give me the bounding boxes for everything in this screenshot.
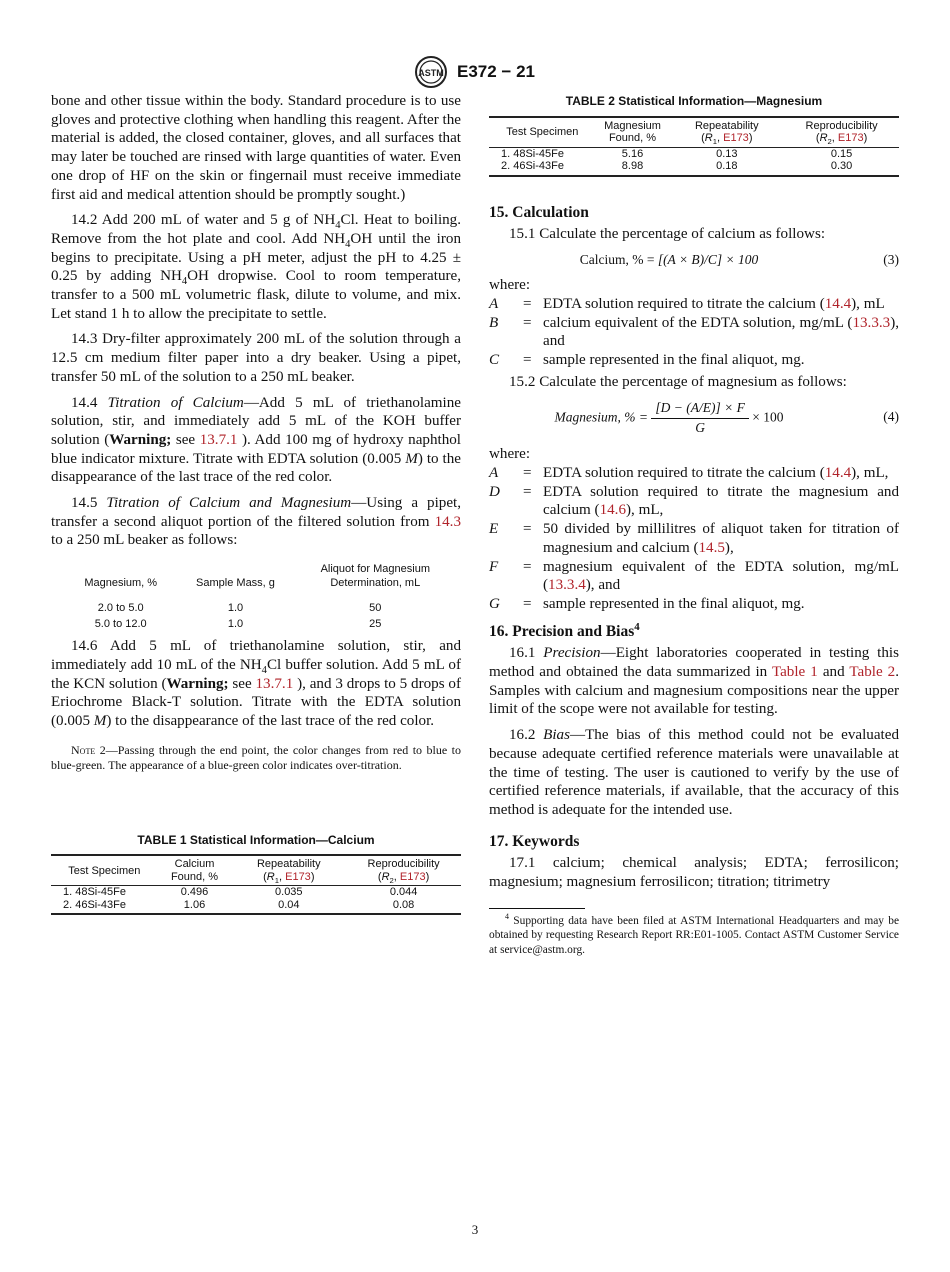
paragraph-15-1: 15.1 Calculate the percentage of calcium as follows: (509, 226, 826, 243)
variable-definition (489, 558, 899, 595)
paragraph-16-1: 16.1 Precision—Eight laboratories cooperated in testing this method and obtained the data summarized in Table 1 and Table 2. Samples with calcium and magnesium compositions near the upper limit of the scope were not available for testing. (489, 645, 900, 718)
variable-definition (489, 520, 899, 557)
variable-description: calcium equivalent of the EDTA solution, mg/mL (13.3.3), and (543, 314, 899, 350)
equation-3: Calcium, % = [(A × B)/C] × 100 (3) (579, 252, 899, 268)
equals-sign: = (523, 465, 532, 482)
footnote-4: $^4$ Supporting data have been filed at ASTM International Headquarters and may be obtained by requesting Research Report RR:E01-1005. Contact ASTM Customer Service at service@astm.org. (489, 912, 899, 956)
paragraph-17-1: 17.1 calcium; chemical analysis; EDTA; ferrosilicon; magnesium; magnesium ferrosilicon; titration; titrimetry (489, 855, 899, 891)
paragraph-14-2: 14.2 Add 200 mL of water and 5 g of $NH_4Cl$. Heat to boiling. Remove from the hot plate and cool. Add $NH_4OH$ until the iron begins to precipitate. Using a pH meter, adjust the pH to 4.25 ± 0.25 by adding $NH_4OH$ dropwise. Cool to room temperature, transfer to a 500 mL volumetric flask, dilute to volume, and mix. Let stand 1 h to allow the precipitate to settle. (51, 212, 462, 322)
link-table-2[interactable]: Table 2 (849, 664, 896, 681)
equals-sign: = (523, 483, 532, 500)
paragraph-14-5: 14.5 Titration of Calcium and Magnesium—Using a pipet, transfer a second aliquot portion of the filtered solution from 14.3 to a 250 mL beaker as follows: (51, 495, 461, 549)
link-13-7-1[interactable]: 13.7.1 (255, 675, 294, 692)
table-2-caption: TABLE 2 Statistical Information—Magnesium (565, 94, 823, 108)
variable-description: EDTA solution required to titrate the calcium (14.4), mL, (543, 465, 889, 482)
table-header: Reproducibility ($R_2$, E173) (784, 117, 899, 148)
variable-definition (489, 483, 899, 520)
equation-4: Magnesium, % = $\frac{[D - (A/E)] \times F}{G}$ × 100 (4) (554, 400, 899, 436)
variable-definition (489, 595, 899, 614)
table-row: 2. 46Si-43Fe 8.98 0.18 0.30 (489, 160, 899, 176)
left-column (51, 92, 461, 915)
table-header: Test Specimen (489, 117, 596, 148)
variable-definition (489, 295, 899, 314)
link-14-3[interactable]: 14.3 (434, 513, 461, 530)
table-header: Test Specimen (51, 855, 158, 886)
aliquot-cell: 50 (369, 602, 382, 615)
variable-symbol: A (489, 295, 499, 312)
section-link[interactable]: 13.3.4 (548, 577, 586, 594)
variable-symbol: F (489, 558, 499, 575)
equals-sign: = (523, 295, 532, 312)
table-row: 1. 48Si-45Fe 0.496 0.035 0.044 (63, 886, 418, 899)
aliquot-cell: 1.0 (227, 602, 244, 615)
aliquot-header: Sample Mass, g (196, 576, 275, 589)
section-link[interactable]: 14.4 (824, 295, 852, 312)
paragraph-warning-tail: bone and other tissue within the body. Standard procedure is to use gloves and protective clothing when handling this reagent. After the material is added, the closed container, gloves, and all surfaces that may later be touched are rinsed with large quantities of water. Even one drop of HF on the skin or fingernail must receive immediate first aid and medical attention should be promptly sought.) (51, 93, 461, 203)
right-column (489, 92, 899, 957)
variable-symbol: E (489, 521, 499, 538)
footnote-divider (489, 908, 585, 909)
section-link[interactable]: 14.4 (824, 465, 852, 482)
where-label: where: (489, 277, 531, 294)
table-2 (489, 116, 899, 177)
variable-description: 50 divided by millilitres of aliquot taken for titration of magnesium and calcium (14.5), (543, 521, 899, 556)
table-row: 2. 46Si-43Fe 1.06 0.04 0.08 (51, 899, 461, 915)
page-header (0, 56, 950, 88)
section-link[interactable]: 14.6 (599, 502, 626, 519)
standard-code: E372 − 21 (457, 62, 535, 81)
link-table-1[interactable]: Table 1 (771, 664, 818, 681)
aliquot-header: Magnesium, % (84, 576, 158, 589)
paragraph-14-4: 14.4 Titration of Calcium—Add 5 mL of triethanolamine solution, stir, and immediately add 5 mL of the KOH buffer solution (Warning; see 13.7.1 ). Add 100 mg of hydroxy naphthol blue indicator mixture. Titrate with EDTA solution (0.005 M) to the disappearance of the last trace of the red color. (51, 394, 461, 486)
paragraph-16-2: 16.2 Bias—The bias of this method could not be evaluated because adequate certified reference materials were unavailable at the time of testing. The user is cautioned to verify by the use of certified reference materials, if available, that the accuracy of this method is adequate for the intended use. (489, 727, 899, 818)
link-e173[interactable]: E173 (399, 870, 426, 883)
aliquot-table (51, 562, 461, 632)
svg-text:ASTM: ASTM (418, 68, 444, 78)
section-link[interactable]: 14.5 (698, 539, 725, 556)
variable-symbol: G (489, 595, 500, 612)
variable-list-eq3 (489, 295, 899, 370)
aliquot-cell: 25 (369, 617, 382, 630)
table-header: Calcium Found, % (158, 855, 232, 886)
variable-definition (489, 314, 899, 351)
table-header: Magnesium Found, % (596, 117, 670, 148)
section-link[interactable]: 13.3.3 (852, 314, 891, 331)
paragraph-14-6: 14.6 Add 5 mL of triethanolamine solution, stir, and immediately add 10 mL of the $NH_4Cl$ buffer solution. Add 5 mL of the KCN solution (Warning; see 13.7.1 ), and 3 drops to 5 drops of Eriochrome Black-T solution. Titrate with the EDTA solution (0.005 M) to the disappearance of the last trace of the red color. (51, 638, 461, 729)
section-17-heading: 17. Keywords (489, 832, 580, 850)
table-header: Repeatability ($R_1$, E173) (231, 855, 346, 886)
note-2: Note 2—Passing through the end point, the color changes from red to blue to blue-green. The appearance of a blue-green color indicates over-titration. (51, 742, 461, 773)
section-15-heading: 15. Calculation (489, 203, 589, 221)
paragraph-15-2: 15.2 Calculate the percentage of magnesium as follows: (509, 373, 847, 390)
link-e173[interactable]: E173 (285, 870, 311, 883)
table-row: 1. 48Si-45Fe 5.16 0.13 0.15 (501, 147, 853, 160)
variable-symbol: A (489, 465, 499, 482)
link-e173[interactable]: E173 (723, 132, 749, 145)
paragraph-14-3: 14.3 Dry-filter approximately 200 mL of the solution through a 12.5 cm medium filter paper into a dry beaker. Using a pipet, transfer 50 mL of the solution to a 250 mL beaker. (51, 331, 461, 385)
aliquot-cell: 2.0 to 5.0 (97, 602, 144, 615)
table-header: Reproducibility ($R_2$, E173) (346, 855, 461, 886)
variable-description: EDTA solution required to titrate the calcium (14.4), mL (543, 295, 885, 312)
variable-definition (489, 351, 899, 370)
aliquot-cell: 1.0 (227, 617, 244, 630)
equals-sign: = (523, 521, 532, 538)
section-16-heading: 16. Precision and Bias$^4$ (489, 620, 640, 640)
equals-sign: = (523, 558, 532, 575)
link-13-7-1[interactable]: 13.7.1 (199, 431, 238, 448)
variable-symbol: D (489, 483, 500, 500)
equals-sign: = (523, 595, 532, 612)
aliquot-cell: 5.0 to 12.0 (94, 617, 147, 630)
variable-list-eq4 (489, 464, 899, 614)
page-number: 3 (471, 1222, 479, 1237)
variable-symbol: C (489, 351, 500, 368)
table-1-caption: TABLE 1 Statistical Information—Calcium (137, 832, 375, 847)
astm-logo-icon (415, 56, 447, 88)
equals-sign: = (523, 314, 532, 331)
variable-symbol: B (489, 314, 499, 331)
variable-description: magnesium equivalent of the EDTA solution, mg/mL (13.3.4), and (543, 558, 899, 594)
aliquot-header: Aliquot for Magnesium Determination, mL (320, 563, 431, 589)
link-e173[interactable]: E173 (837, 132, 864, 145)
variable-definition (489, 464, 899, 483)
table-header: Repeatability ($R_1$, E173) (669, 117, 784, 148)
variable-description: sample represented in the final aliquot, mg. (543, 595, 805, 612)
table-1 (51, 854, 461, 915)
where-label: where: (489, 446, 531, 463)
variable-description: sample represented in the final aliquot, mg. (543, 351, 805, 368)
variable-description: EDTA solution required to titrate the magnesium and calcium (14.6), mL, (543, 483, 899, 519)
equals-sign: = (523, 351, 532, 368)
